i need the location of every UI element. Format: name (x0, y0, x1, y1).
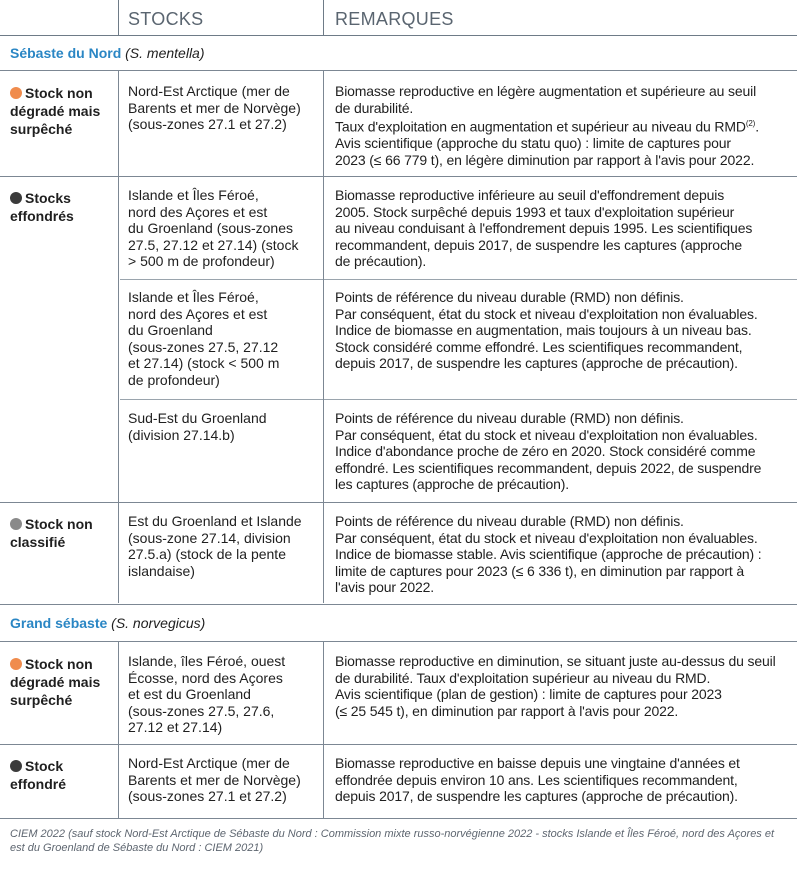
status-dot-icon (10, 192, 22, 204)
stock-cell: Islande, îles Féroé, ouest Écosse, nord des Açores et est du Groenland (sous-zones 27.5, 27.6, 27.12 et 27.14) (128, 653, 286, 736)
column-divider (118, 71, 119, 176)
stock-cell: Nord-Est Arctique (mer de Barents et mer de Norvège) (sous-zones 27.1 et 27.2) (128, 83, 301, 133)
stock-cell: Nord-Est Arctique (mer de Barents et mer de Norvège) (sous-zones 27.1 et 27.2) (128, 755, 301, 805)
column-divider (323, 745, 324, 818)
column-divider (118, 503, 119, 603)
remark-cell: Points de référence du niveau durable (RMD) non définis. Par conséquent, état du stock et niveau d'exploitation non évaluables. Indice de biomasse stable. Avis scientifique (approche de précaution) : limite de captures pour 2023 (≤ 6 336 t), en diminution par rapport à l'avis pour 2022. (335, 513, 762, 596)
status-label: Stock non dégradé mais surpêché (10, 85, 101, 137)
remark-cell: Biomasse reproductive en légère augmentation et supérieure au seuil de durabilité. Taux d'exploitation en augmentation et supérieur au niveau du RMD$^{(2)}$. Avis scientifique (approche du statu quo) : limite de captures pour 2023 (≤ 66 779 t), en légère diminution par rapport à l'avis pour 2022. (335, 83, 759, 169)
row-divider (0, 604, 797, 605)
column-divider (323, 71, 324, 176)
status-dot-icon (10, 87, 22, 99)
section-title: Sébaste du Nord (S. mentella) (10, 45, 205, 61)
row-divider (0, 176, 797, 177)
table-header (0, 0, 797, 36)
column-divider (118, 642, 119, 744)
stock-cell: Islande et Îles Féroé, nord des Açores et est du Groenland (sous-zones 27.5, 27.12 et 27.14) (stock < 500 m de profondeur) (128, 289, 280, 388)
row-divider (0, 744, 797, 745)
remark-cell: Points de référence du niveau durable (RMD) non définis. Par conséquent, état du stock et niveau d'exploitation non évaluables. Indice de biomasse en augmentation, mais toujours à un niveau bas. Stock considéré comme effondré. Les scientifiques recommandent, depuis 2017, de suspendre les captures (approche de précaution). (335, 289, 758, 372)
column-divider (118, 745, 119, 818)
column-divider (323, 642, 324, 744)
header-divider (118, 0, 119, 35)
remark-cell: Biomasse reproductive en baisse depuis une vingtaine d'années et effondrée depuis environ 10 ans. Les scientifiques recommandent, depuis 2017, de suspendre les captures (approche de précaution). (335, 755, 740, 805)
row-divider (0, 502, 797, 503)
row-divider (120, 279, 797, 280)
remark-cell: Biomasse reproductive inférieure au seuil d'effondrement depuis 2005. Stock surpêché depuis 1993 et taux d'exploitation supérieur au niveau conduisant à l'effondrement depuis 1995. Les scientifiques recommandent, depuis 2017, de suspendre les captures (approche de précaution). (335, 187, 753, 270)
status-label: Stocks effondrés (10, 190, 74, 224)
status-label: Stock effondré (10, 758, 66, 792)
status-label: Stock non dégradé mais surpêché (10, 656, 101, 708)
status-dot-icon (10, 760, 22, 772)
section-title: Grand sébaste (S. norvegicus) (10, 615, 206, 631)
column-divider (118, 177, 119, 502)
header-stocks: STOCKS (128, 9, 204, 29)
stock-cell: Sud-Est du Groenland (division 27.14.b) (128, 410, 267, 443)
stock-cell: Islande et Îles Féroé, nord des Açores et est du Groenland (sous-zones 27.5, 27.12 et 27.14) (stock > 500 m de profondeur) (128, 187, 299, 270)
row-divider (120, 399, 797, 400)
header-remarks: REMARQUES (335, 9, 454, 29)
header-divider (323, 0, 324, 35)
status-dot-icon (10, 658, 22, 670)
stock-cell: Est du Groenland et Islande (sous-zone 27.14, division 27.5.a) (stock de la pente islandaise) (128, 513, 302, 579)
remark-cell: Points de référence du niveau durable (RMD) non définis. Par conséquent, état du stock et niveau d'exploitation non évaluables. Indice d'abondance proche de zéro en 2020. Stock considéré comme effondré. Les scientifiques recommandent, depuis 2022, de suspendre les captures (approche de précaution). (335, 410, 762, 493)
column-divider (323, 503, 324, 603)
row-divider (0, 818, 797, 819)
status-dot-icon (10, 518, 22, 530)
column-divider (323, 177, 324, 502)
remark-cell: Biomasse reproductive en diminution, se situant juste au-dessus du seuil de durabilité. Taux d'exploitation supérieur au niveau du RMD. Avis scientifique (plan de gestion) : limite de captures pour 2023 (≤ 25 545 t), en diminution par rapport à l'avis pour 2022. (335, 653, 776, 719)
status-label: Stock non classifié (10, 516, 93, 550)
row-divider (0, 641, 797, 642)
row-divider (0, 70, 797, 71)
footnote: CIEM 2022 (sauf stock Nord-Est Arctique de Sébaste du Nord : Commission mixte russo-norvégienne 2022 - stocks Islande et Îles Féroé, nord des Açores et est du Groenland de Sébaste du Nord : CIEM 2021) (10, 828, 775, 854)
